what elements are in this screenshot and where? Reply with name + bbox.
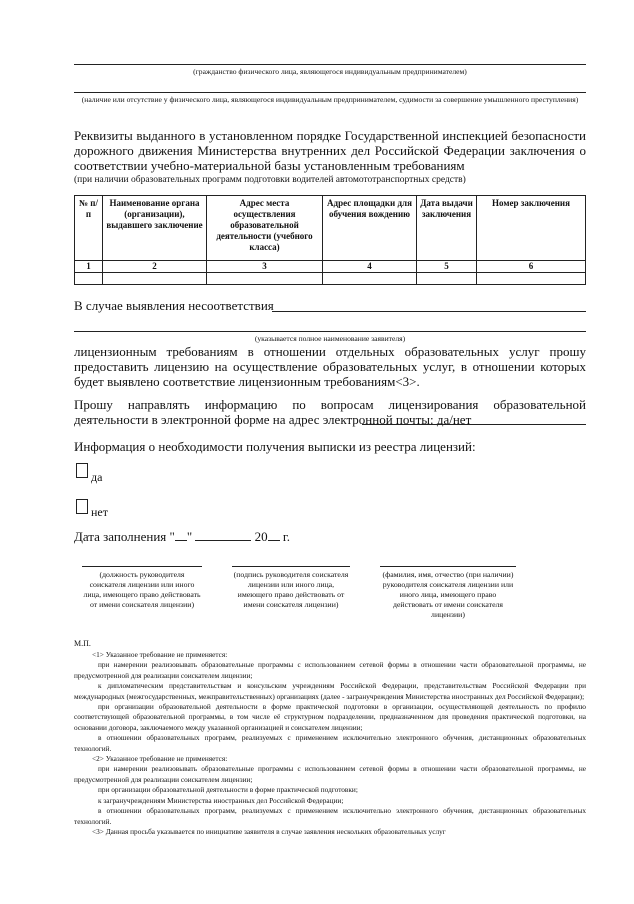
position-caption: (должность руководителя соискателя лицензии или иного лица, имеющего право действовать от имени соискателя лицензии) xyxy=(83,570,201,609)
column-number: 5 xyxy=(417,261,477,273)
day-field[interactable] xyxy=(175,540,187,541)
footnote-item: при организации образовательной деятельности в форме практической подготовки в организации, осуществляющей деятельность по профилю соответствующей образовательной программы, в том числе её структурном подразделении, предназначенном для проведения практической подготовки, на основании договора, заключаемого между указанной организацией и соискателем лицензии; xyxy=(74,702,586,732)
mismatch-paragraph: лицензионным требованиям в отношении отдельных образовательных услуг прошу предоставить лицензию на осуществление образовательных услуг, в отношении которых будет выявлено соответствие лицензионным требованиям<3>. xyxy=(74,344,586,389)
column-header: Номер заключения xyxy=(477,196,586,261)
year-field[interactable] xyxy=(268,540,280,541)
column-number: 1 xyxy=(75,261,103,273)
footnote-1-title: <1> Указанное требование не применяется: xyxy=(92,650,228,659)
full-name-line[interactable] xyxy=(380,566,516,567)
column-number: 6 xyxy=(477,261,586,273)
requisites-note: (при наличии образовательных программ подготовки водителей автомототранспортных средств) xyxy=(74,175,466,185)
criminal-record-line[interactable] xyxy=(74,92,586,93)
table-header-row xyxy=(75,196,586,261)
criminal-record-caption: (наличие или отсутствие у физического лица, являющегося индивидуальным предпринимателем, судимости за совершение умышленного преступления) xyxy=(81,95,579,104)
column-header: № п/п xyxy=(75,196,103,261)
column-number: 3 xyxy=(207,261,323,273)
column-header: Адрес места осуществления образовательной деятельности (учебного класса) xyxy=(207,196,323,261)
column-header: Дата выдачи заключения xyxy=(417,196,477,261)
applicant-name-caption: (указывается полное наименование заявителя) xyxy=(254,334,406,343)
no-checkbox[interactable] xyxy=(76,499,88,514)
mismatch-label: В случае выявления несоответствия xyxy=(74,298,274,313)
column-number: 4 xyxy=(323,261,417,273)
column-header: Адрес площадки для обучения вождению xyxy=(323,196,417,261)
requisites-paragraph: Реквизиты выданного в установленном порядке Государственной инспекцией безопасности дорожного движения Министерства внутренних дел Российской Федерации заключения о соответствии учебно-материальной базы установленным требованиям xyxy=(74,128,586,173)
footnote-3-title: <3> Данная просьба указывается по инициативе заявителя в случае заявления нескольких образовательных услуг xyxy=(92,826,446,836)
year-prefix: 20 xyxy=(254,529,268,544)
full-name-caption: (фамилия, имя, отчество (при наличии) руководителя соискателя лицензии или иного лица, имеющего право действовать от имени соискателя лицензии) xyxy=(382,570,514,619)
stamp-mark: М.П. xyxy=(74,639,91,648)
email-request-text: Прошу направлять информацию по вопросам лицензирования образовательной деятельности в электронной форме на адрес электронной почты: да/нет xyxy=(74,397,586,427)
citizenship-line[interactable] xyxy=(74,64,586,65)
year-suffix: г. xyxy=(282,529,291,544)
fill-date-label: Дата заполнения xyxy=(74,529,167,544)
email-line[interactable] xyxy=(362,424,586,425)
column-header: Наименование органа (организации), выдавшего заключение xyxy=(103,196,207,261)
mismatch-line[interactable] xyxy=(272,311,586,312)
signature-line[interactable] xyxy=(232,566,350,567)
footnote-item: в отношении образовательных программ, реализуемых с применением исключительно электронного обучения, дистанционных образовательных технологий. xyxy=(74,733,586,753)
applicant-name-line[interactable] xyxy=(74,331,586,332)
yes-label: да xyxy=(91,470,103,484)
footnote-item: при намерении реализовывать образовательные программы с использованием сетевой формы в отношении части образовательной программы, не предусмотренной для реализации соискателем лицензии; xyxy=(74,660,586,680)
month-field[interactable] xyxy=(195,540,251,541)
fill-date: Дата заполнения " " 20 г. xyxy=(74,529,291,544)
no-label: нет xyxy=(91,505,108,519)
table-empty-row[interactable] xyxy=(75,273,586,285)
table-number-row xyxy=(75,261,586,273)
citizenship-caption: (гражданство физического лица, являющегося индивидуальным предпринимателем) xyxy=(193,67,467,76)
footnote-item: при намерении реализовывать образовательные программы с использованием сетевой формы в отношении части образовательной программы, не предусмотренной для реализации соискателем лицензии; xyxy=(74,764,586,784)
column-number: 2 xyxy=(103,261,207,273)
footnotes xyxy=(74,650,586,837)
footnote-2-title: <2> Указанное требование не применяется: xyxy=(92,754,228,764)
footnote-item: к дипломатическим представительствам и консульским учреждениям Российской Федерации, представительствам Российской Федерации при международных (межгосударственных, межправительственных) организациях (далее - загранучреждения Министерства иностранных дел Российской Федерации); xyxy=(74,681,586,701)
footnote-item: в отношении образовательных программ, реализуемых с применением исключительно электронного обучения, дистанционных образовательных технологий. xyxy=(74,806,586,826)
extract-question: Информация о необходимости получения выписки из реестра лицензий: xyxy=(74,439,476,454)
conclusion-table xyxy=(74,195,586,285)
position-line[interactable] xyxy=(82,566,202,567)
signature-caption: (подпись руководителя соискателя лицензии или иного лица, имеющего право действовать от имени соискателя лицензии) xyxy=(233,570,349,609)
footnote-item: при организации образовательной деятельности в форме практической подготовки; xyxy=(98,785,358,795)
yes-checkbox[interactable] xyxy=(76,463,88,478)
footnote-item: к загранучреждениям Министерства иностранных дел Российской Федерации; xyxy=(98,795,344,805)
